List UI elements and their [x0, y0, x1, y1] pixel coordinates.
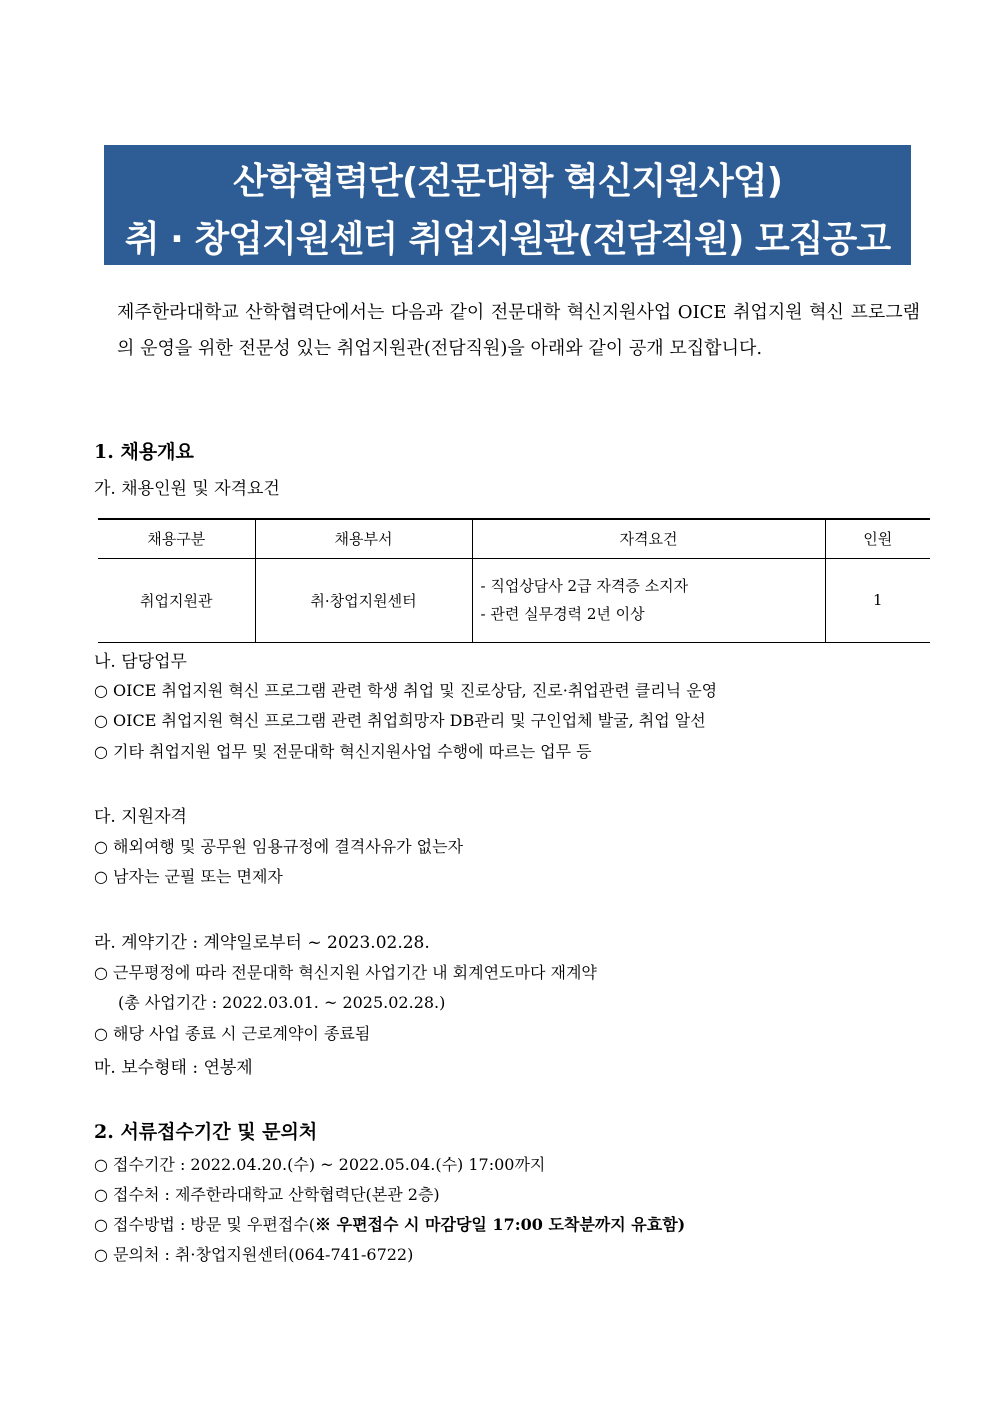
title-banner [104, 145, 911, 265]
contract-item-1: ○ 근무평정에 따라 전문대학 혁신지원 사업기간 내 회계연도마다 재계약 [94, 963, 597, 982]
subsection-ra: 라. 계약기간 : 계약일로부터 ~ 2023.02.28. [94, 933, 430, 953]
cell-department: 취·창업지원센터 [255, 558, 472, 642]
subsection-ma: 마. 보수형태 : 연봉제 [94, 1058, 253, 1078]
qualification-item-1: ○ 해외여행 및 공무원 임용규정에 결격사유가 없는자 [94, 837, 464, 856]
header-category: 채용구분 [147, 530, 206, 549]
subsection-da: 다. 지원자격 [94, 807, 187, 827]
table-row [98, 558, 930, 642]
duty-item-1: ○ OICE 취업지원 혁신 프로그램 관련 학생 취업 및 진로상담, 진로·취업관련 클리닉 운영 [94, 681, 718, 700]
title-line-2: 취 · 창업지원센터 취업지원관(전담직원) 모집공고 [124, 219, 891, 260]
duty-item-3: ○ 기타 취업지원 업무 및 전문대학 혁신지원사업 수행에 따르는 업무 등 [94, 742, 592, 761]
contract-item-3: ○ 해당 사업 종료 시 근로계약이 종료됨 [94, 1024, 371, 1043]
section-2-title: 2. 서류접수기간 및 문의처 [94, 1121, 318, 1143]
cell-requirements [472, 558, 825, 642]
application-period: ○ 접수기간 : 2022.04.20.(수) ~ 2022.05.04.(수) 17:00까지 [94, 1155, 546, 1174]
header-requirements: 자격요건 [472, 519, 825, 558]
cell-count: 1 [825, 558, 930, 642]
subsection-na: 나. 담당업무 [94, 652, 187, 672]
intro-paragraph: 제주한라대학교 산학협력단에서는 다음과 같이 전문대학 혁신지원사업 OICE 취업지원 혁신 프로그램의 운영을 위한 전문성 있는 취업지원관(전담직원)을 아래와 같이 공개 모집합니다. [117, 302, 920, 359]
section-1-title: 1. 채용개요 [94, 441, 194, 463]
method-prefix: ○ 접수방법 : 방문 및 우편접수( [94, 1215, 316, 1234]
application-method [94, 1212, 685, 1235]
subsection-ga: 가. 채용인원 및 자격요건 [94, 479, 280, 499]
header-department: 채용부서 [255, 519, 472, 558]
header-count: 인원 [825, 519, 930, 558]
cell-category: 취업지원관 [140, 591, 213, 610]
application-place: ○ 접수처 : 제주한라대학교 산학협력단(본관 2층) [94, 1185, 440, 1204]
contract-item-2: (총 사업기간 : 2022.03.01. ~ 2025.02.28.) [118, 993, 446, 1012]
title-line-1: 산학협력단(전문대학 혁신지원사업) [232, 161, 783, 202]
duty-item-2: ○ OICE 취업지원 혁신 프로그램 관련 취업희망자 DB관리 및 구인업체 발굴, 취업 알선 [94, 711, 706, 730]
requirement-1: - 직업상담사 2급 자격증 소지자 [480, 577, 689, 595]
recruitment-table [98, 518, 930, 643]
requirement-2: - 관련 실무경력 2년 이상 [480, 605, 645, 623]
table-header-row [98, 519, 930, 558]
qualification-item-2: ○ 남자는 군필 또는 면제자 [94, 867, 283, 886]
contact-info: ○ 문의처 : 취·창업지원센터(064-741-6722) [94, 1245, 414, 1264]
method-note: ※ 우편접수 시 마감당일 17:00 도착분까지 유효함) [315, 1215, 686, 1234]
